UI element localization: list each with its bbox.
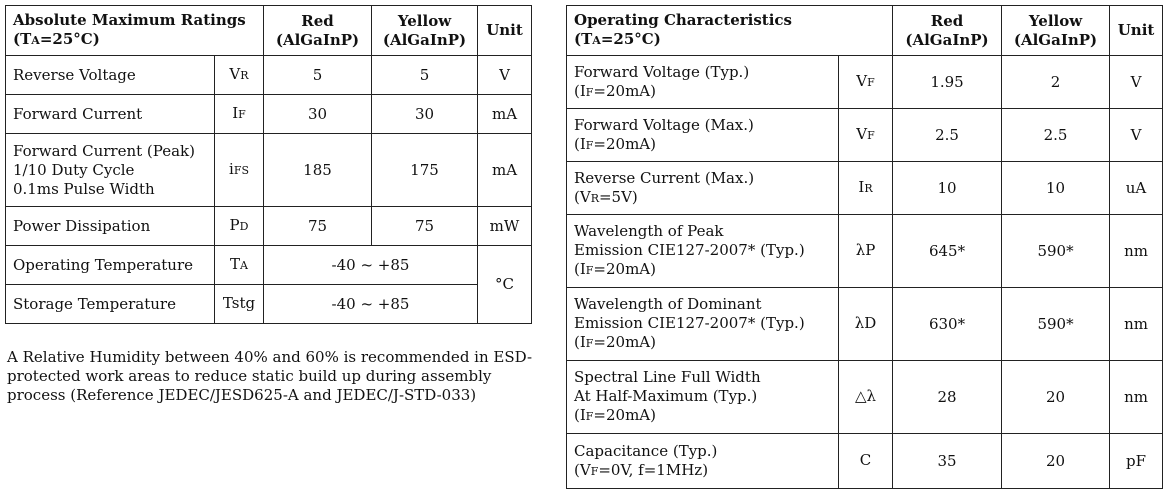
param-cell: Forward Current (6, 95, 215, 134)
red-value-cell: 1.95 (893, 56, 1002, 109)
symbol-cell: VF (839, 56, 893, 109)
unit-cell: uA (1110, 162, 1163, 215)
unit-cell: nm (1110, 361, 1163, 434)
param-cell: Forward Current (Peak) 1/10 Duty Cycle 0.1ms Pulse Width (6, 134, 215, 207)
header-condition: (TA=25°C) (13, 30, 100, 48)
operating-characteristics-table (566, 5, 1163, 489)
unit-cell: mA (478, 134, 532, 207)
symbol-cell: IR (839, 162, 893, 215)
header-unit: Unit (478, 6, 532, 56)
yellow-value-cell: 2 (1002, 56, 1110, 109)
param-cell: Wavelength of Peak Emission CIE127-2007* (Typ.) (IF=20mA) (567, 215, 839, 288)
yellow-value-cell: 20 (1002, 434, 1110, 489)
header-title: Operating Characteristics (574, 11, 793, 29)
unit-cell: nm (1110, 288, 1163, 361)
table-row (6, 246, 532, 285)
symbol-cell: △λ (839, 361, 893, 434)
red-value-cell: 35 (893, 434, 1002, 489)
symbol-cell: TA (215, 246, 264, 285)
yellow-value-cell: 2.5 (1002, 109, 1110, 162)
header-title: Absolute Maximum Ratings (13, 11, 246, 29)
table-row (567, 215, 1163, 288)
param-condition: (VR=5V) (574, 187, 638, 206)
symbol-cell: IF (215, 95, 264, 134)
table-row (567, 361, 1163, 434)
red-value-cell: 75 (264, 207, 372, 246)
unit-cell: mA (478, 95, 532, 134)
param-cell: Forward Voltage (Max.) (IF=20mA) (567, 109, 839, 162)
red-value-cell: 630* (893, 288, 1002, 361)
unit-cell: V (1110, 109, 1163, 162)
red-value-cell: 30 (264, 95, 372, 134)
header-condition: (TA=25°C) (574, 30, 661, 48)
red-value-cell: 185 (264, 134, 372, 207)
table-row (567, 162, 1163, 215)
symbol-cell: VR (215, 56, 264, 95)
yellow-value-cell: 20 (1002, 361, 1110, 434)
param-cell: Power Dissipation (6, 207, 215, 246)
symbol-cell: C (839, 434, 893, 489)
red-value-cell: 10 (893, 162, 1002, 215)
symbol-cell: λP (839, 215, 893, 288)
symbol-cell: iFS (215, 134, 264, 207)
table-row (6, 56, 532, 95)
yellow-value-cell: 590* (1002, 215, 1110, 288)
yellow-value-cell: 75 (372, 207, 478, 246)
param-cell: Reverse Voltage (6, 56, 215, 95)
param-cell: Reverse Current (Max.) (VR=5V) (567, 162, 839, 215)
yellow-value-cell: 10 (1002, 162, 1110, 215)
param-cell: Capacitance (Typ.) (VF=0V, f=1MHz) (567, 434, 839, 489)
yellow-value-cell: 30 (372, 95, 478, 134)
unit-cell: nm (1110, 215, 1163, 288)
table-row (567, 434, 1163, 489)
red-value-cell: 645* (893, 215, 1002, 288)
param-cell: Spectral Line Full Width At Half-Maximum (Typ.) (IF=20mA) (567, 361, 839, 434)
red-value-cell: 2.5 (893, 109, 1002, 162)
table-row (567, 56, 1163, 109)
table-header-row (6, 6, 532, 56)
header-title-cell (567, 6, 893, 56)
unit-cell: pF (1110, 434, 1163, 489)
header-red: Red (AlGaInP) (893, 6, 1002, 56)
param-condition: (IF=20mA) (574, 81, 656, 100)
header-red: Red (AlGaInP) (264, 6, 372, 56)
humidity-note: A Relative Humidity between 40% and 60% is recommended in ESD-protected work areas to reduce static build up during assembly process (Reference JEDEC/JESD625-A and JEDEC/J-STD-033) (7, 348, 533, 404)
range-value-cell: -40 ~ +85 (264, 246, 478, 285)
range-value-cell: -40 ~ +85 (264, 285, 478, 324)
unit-cell: V (1110, 56, 1163, 109)
table-row (6, 285, 532, 324)
param-condition: (IF=20mA) (574, 260, 656, 278)
symbol-cell: PD (215, 207, 264, 246)
symbol-cell: Tstg (215, 285, 264, 324)
param-condition: (IF=20mA) (574, 333, 656, 351)
yellow-value-cell: 175 (372, 134, 478, 207)
table-row (567, 288, 1163, 361)
param-condition: (IF=20mA) (574, 134, 656, 153)
param-cell: Forward Voltage (Typ.) (IF=20mA) (567, 56, 839, 109)
yellow-value-cell: 5 (372, 56, 478, 95)
unit-cell: °C (478, 246, 532, 324)
header-unit: Unit (1110, 6, 1163, 56)
table-row (6, 95, 532, 134)
header-yellow: Yellow (AlGaInP) (1002, 6, 1110, 56)
header-title-cell (6, 6, 264, 56)
absolute-maximum-ratings-table (5, 5, 532, 324)
unit-cell: mW (478, 207, 532, 246)
table-row (567, 109, 1163, 162)
red-value-cell: 28 (893, 361, 1002, 434)
header-yellow: Yellow (AlGaInP) (372, 6, 478, 56)
symbol-cell: λD (839, 288, 893, 361)
red-value-cell: 5 (264, 56, 372, 95)
param-condition: (IF=20mA) (574, 406, 656, 424)
unit-cell: V (478, 56, 532, 95)
table-row (6, 207, 532, 246)
table-header-row (567, 6, 1163, 56)
param-condition: (VF=0V, f=1MHz) (574, 460, 709, 479)
table-row (6, 134, 532, 207)
symbol-cell: VF (839, 109, 893, 162)
param-cell: Wavelength of Dominant Emission CIE127-2007* (Typ.) (IF=20mA) (567, 288, 839, 361)
yellow-value-cell: 590* (1002, 288, 1110, 361)
param-cell: Storage Temperature (6, 285, 215, 324)
param-cell: Operating Temperature (6, 246, 215, 285)
